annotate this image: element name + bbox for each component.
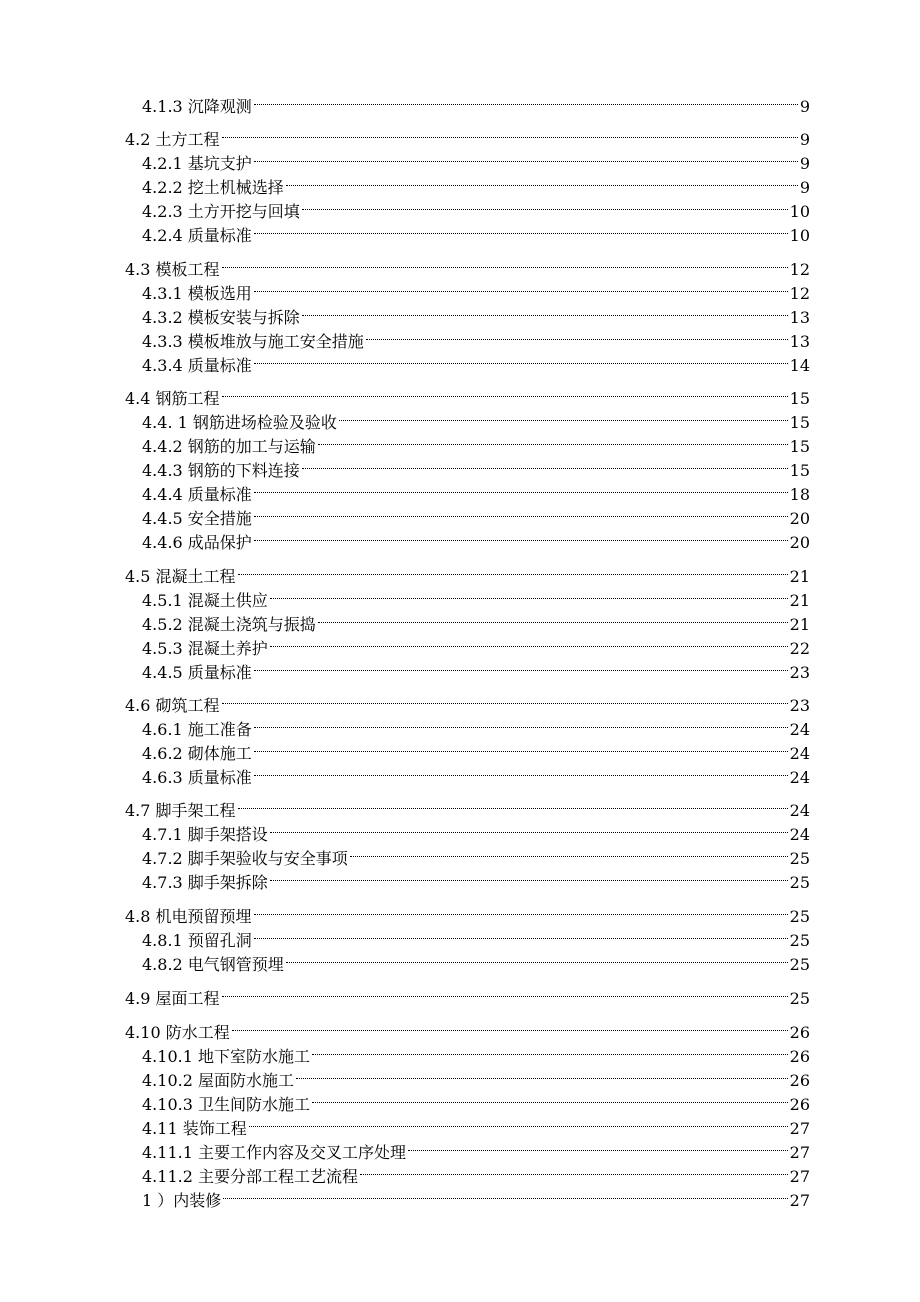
toc-entry[interactable] bbox=[142, 145, 810, 173]
toc-entry-title: 4.5.2 混凝土浇筑与振捣 bbox=[142, 615, 316, 634]
toc-entry-page-number: 15 bbox=[789, 437, 810, 456]
toc-entry[interactable] bbox=[142, 864, 810, 892]
toc-entry-title: 4.4.5 质量标准 bbox=[142, 663, 252, 682]
toc-entry-page-number: 25 bbox=[789, 931, 810, 950]
toc-entry-title: 4.6 砌筑工程 bbox=[125, 696, 220, 715]
toc-dot-leader bbox=[269, 630, 789, 654]
toc-dot-leader bbox=[359, 1158, 789, 1182]
toc-entry-title: 4.8 机电预留预埋 bbox=[125, 907, 252, 926]
toc-dot-leader bbox=[231, 1014, 789, 1038]
toc-entry-title: 4.4. 1 钢筋进场检验及验收 bbox=[142, 413, 337, 432]
toc-entry-title: 4.2.2 挖土机械选择 bbox=[142, 178, 284, 197]
toc-dot-leader bbox=[269, 582, 789, 606]
toc-dot-leader bbox=[317, 606, 789, 630]
toc-entry-page-number: 24 bbox=[789, 720, 810, 739]
toc-entry-page-number: 26 bbox=[789, 1095, 810, 1114]
toc-entry[interactable] bbox=[142, 428, 810, 456]
toc-entry[interactable] bbox=[142, 630, 810, 658]
toc-entry[interactable] bbox=[142, 582, 810, 610]
toc-entry[interactable] bbox=[142, 711, 810, 739]
toc-entry-page-number: 24 bbox=[789, 744, 810, 763]
toc-entry-title: 4.2.1 基坑支护 bbox=[142, 154, 252, 173]
toc-dot-leader bbox=[221, 380, 789, 404]
toc-dot-leader bbox=[221, 980, 789, 1004]
toc-entry[interactable] bbox=[125, 792, 810, 820]
toc-entry-title: 4.3.3 模板堆放与施工安全措施 bbox=[142, 332, 364, 351]
toc-dot-leader bbox=[285, 946, 789, 970]
toc-entry-title: 4.2.3 土方开挖与回填 bbox=[142, 202, 300, 221]
toc-dot-leader bbox=[221, 251, 789, 275]
toc-dot-leader bbox=[222, 1182, 788, 1206]
toc-entry-title: 4.1.3 沉降观测 bbox=[142, 97, 252, 116]
toc-dot-leader bbox=[253, 654, 789, 678]
toc-dot-leader bbox=[349, 840, 789, 864]
toc-dot-leader bbox=[338, 404, 789, 428]
toc-entry[interactable] bbox=[142, 217, 810, 245]
toc-entry-page-number: 9 bbox=[799, 130, 810, 149]
toc-entry[interactable] bbox=[142, 759, 810, 787]
toc-entry-title: 4.5.3 混凝土养护 bbox=[142, 639, 268, 658]
toc-entry-page-number: 13 bbox=[789, 332, 810, 351]
toc-entry-title: 4.3.4 质量标准 bbox=[142, 356, 252, 375]
toc-entry[interactable] bbox=[142, 1110, 810, 1138]
toc-entry[interactable] bbox=[142, 275, 810, 303]
toc-entry-title: 4.11.2 主要分部工程工艺流程 bbox=[142, 1167, 358, 1186]
toc-entry-title: 4.4.3 钢筋的下料连接 bbox=[142, 461, 300, 480]
toc-entry-title: 4.10.3 卫生间防水施工 bbox=[142, 1095, 310, 1114]
toc-dot-leader bbox=[221, 121, 799, 145]
toc-entry-title: 4.7.2 脚手架验收与安全事项 bbox=[142, 849, 348, 868]
toc-dot-leader bbox=[253, 347, 789, 371]
toc-entry-page-number: 26 bbox=[789, 1047, 810, 1066]
toc-entry-page-number: 22 bbox=[789, 639, 810, 658]
toc-entry[interactable] bbox=[142, 1038, 810, 1066]
toc-entry-page-number: 10 bbox=[789, 202, 810, 221]
toc-entry-title: 4.3 模板工程 bbox=[125, 260, 220, 279]
toc-entry-page-number: 21 bbox=[789, 615, 810, 634]
toc-entry-page-number: 24 bbox=[789, 801, 810, 820]
toc-entry[interactable] bbox=[125, 380, 810, 408]
toc-entry[interactable] bbox=[142, 816, 810, 844]
toc-entry-page-number: 26 bbox=[789, 1023, 810, 1042]
toc-entry-page-number: 25 bbox=[789, 849, 810, 868]
toc-entry-page-number: 9 bbox=[799, 154, 810, 173]
toc-entry[interactable] bbox=[142, 347, 810, 375]
toc-entry[interactable] bbox=[125, 1014, 810, 1042]
toc-entry-title: 4.5 混凝土工程 bbox=[125, 567, 236, 586]
toc-entry[interactable] bbox=[142, 1182, 810, 1210]
toc-dot-leader bbox=[253, 898, 789, 922]
toc-entry-title: 4.4.4 质量标准 bbox=[142, 485, 252, 504]
toc-dot-leader bbox=[301, 452, 789, 476]
toc-entry-page-number: 23 bbox=[789, 696, 810, 715]
toc-entry[interactable] bbox=[142, 476, 810, 504]
toc-entry-page-number: 12 bbox=[789, 260, 810, 279]
toc-entry-title: 4.7.1 脚手架搭设 bbox=[142, 825, 268, 844]
toc-dot-leader bbox=[253, 88, 799, 112]
toc-dot-leader bbox=[253, 922, 789, 946]
toc-dot-leader bbox=[253, 524, 789, 548]
toc-entry-page-number: 24 bbox=[789, 825, 810, 844]
toc-dot-leader bbox=[311, 1038, 789, 1062]
toc-entry-page-number: 24 bbox=[789, 768, 810, 787]
toc-entry-title: 4.4.6 成品保护 bbox=[142, 533, 252, 552]
toc-entry-page-number: 25 bbox=[789, 907, 810, 926]
toc-entry-page-number: 20 bbox=[789, 509, 810, 528]
toc-entry-page-number: 13 bbox=[789, 308, 810, 327]
toc-entry-page-number: 27 bbox=[789, 1119, 810, 1138]
toc-entry-title: 4.3.2 模板安装与拆除 bbox=[142, 308, 300, 327]
toc-entry-title: 4.6.3 质量标准 bbox=[142, 768, 252, 787]
toc-entry-page-number: 25 bbox=[789, 873, 810, 892]
toc-entry[interactable] bbox=[142, 606, 810, 634]
toc-dot-leader bbox=[253, 759, 789, 783]
toc-dot-leader bbox=[253, 711, 789, 735]
toc-dot-leader bbox=[407, 1134, 789, 1158]
toc-entry-page-number: 25 bbox=[789, 955, 810, 974]
toc-entry-title: 4.10 防水工程 bbox=[125, 1023, 230, 1042]
toc-dot-leader bbox=[317, 428, 789, 452]
toc-entry-title: 4.7 脚手架工程 bbox=[125, 801, 236, 820]
toc-entry-title: 4.3.1 模板选用 bbox=[142, 284, 252, 303]
toc-entry[interactable] bbox=[142, 1134, 810, 1162]
toc-entry-title: 4.6.1 施工准备 bbox=[142, 720, 252, 739]
toc-dot-leader bbox=[248, 1110, 789, 1134]
toc-entry-title: 4.8.2 电气钢管预埋 bbox=[142, 955, 284, 974]
toc-entry-title: 4.4.5 安全措施 bbox=[142, 509, 252, 528]
toc-dot-leader bbox=[311, 1086, 789, 1110]
toc-entry-title: 4.6.2 砌体施工 bbox=[142, 744, 252, 763]
toc-dot-leader bbox=[301, 193, 789, 217]
toc-entry-title: 4.8.1 预留孔洞 bbox=[142, 931, 252, 950]
toc-entry[interactable] bbox=[142, 922, 810, 950]
toc-entry-title: 4.7.3 脚手架拆除 bbox=[142, 873, 268, 892]
toc-entry-title: 4.9 屋面工程 bbox=[125, 989, 220, 1008]
toc-dot-leader bbox=[253, 735, 789, 759]
toc-dot-leader bbox=[221, 687, 789, 711]
toc-entry-title: 4.2.4 质量标准 bbox=[142, 226, 252, 245]
toc-entry[interactable] bbox=[142, 1062, 810, 1090]
toc-entry[interactable] bbox=[125, 687, 810, 715]
toc-entry[interactable] bbox=[142, 524, 810, 552]
toc-entry-page-number: 27 bbox=[789, 1191, 810, 1210]
toc-entry[interactable] bbox=[142, 88, 810, 116]
toc-dot-leader bbox=[253, 145, 799, 169]
toc-entry[interactable] bbox=[142, 193, 810, 221]
toc-entry[interactable] bbox=[125, 251, 810, 279]
toc-entry-page-number: 18 bbox=[789, 485, 810, 504]
toc-entry-title: 4.5.1 混凝土供应 bbox=[142, 591, 268, 610]
toc-entry-page-number: 26 bbox=[789, 1071, 810, 1090]
toc-dot-leader bbox=[285, 169, 799, 193]
toc-entry-title: 4.11.1 主要工作内容及交叉工序处理 bbox=[142, 1143, 406, 1162]
toc-entry[interactable] bbox=[125, 558, 810, 586]
toc-dot-leader bbox=[269, 864, 789, 888]
toc-dot-leader bbox=[301, 299, 789, 323]
toc-entry-title: 4.4.2 钢筋的加工与运输 bbox=[142, 437, 316, 456]
toc-entry[interactable] bbox=[125, 980, 810, 1008]
toc-entry-page-number: 12 bbox=[789, 284, 810, 303]
toc-entry-title: 4.10.1 地下室防水施工 bbox=[142, 1047, 310, 1066]
toc-entry[interactable] bbox=[142, 500, 810, 528]
toc-dot-leader bbox=[253, 500, 789, 524]
toc-dot-leader bbox=[365, 323, 789, 347]
toc-entry[interactable] bbox=[142, 452, 810, 480]
toc-entry[interactable] bbox=[142, 1086, 810, 1114]
toc-entry-page-number: 21 bbox=[789, 591, 810, 610]
toc-dot-leader bbox=[253, 217, 789, 241]
toc-entry[interactable] bbox=[142, 840, 810, 868]
toc-entry-page-number: 23 bbox=[789, 663, 810, 682]
toc-entry-page-number: 27 bbox=[789, 1143, 810, 1162]
toc-entry[interactable] bbox=[125, 898, 810, 926]
toc-entry[interactable] bbox=[125, 121, 810, 149]
toc-entry[interactable] bbox=[142, 1158, 810, 1186]
toc-entry[interactable] bbox=[142, 654, 810, 682]
toc-dot-leader bbox=[237, 792, 789, 816]
toc-dot-leader bbox=[295, 1062, 789, 1086]
toc-entry-page-number: 15 bbox=[789, 461, 810, 480]
toc-entry-page-number: 20 bbox=[789, 533, 810, 552]
toc-entry[interactable] bbox=[142, 323, 810, 351]
toc-entry-page-number: 27 bbox=[789, 1167, 810, 1186]
toc-entry-title: 4.2 土方工程 bbox=[125, 130, 220, 149]
toc-entry-title: 4.11 装饰工程 bbox=[142, 1119, 247, 1138]
toc-entry[interactable] bbox=[142, 735, 810, 763]
toc-dot-leader bbox=[237, 558, 789, 582]
toc-entry-title: 4.10.2 屋面防水施工 bbox=[142, 1071, 294, 1090]
toc-dot-leader bbox=[253, 476, 789, 500]
toc-entry-page-number: 21 bbox=[789, 567, 810, 586]
toc-entry-page-number: 9 bbox=[799, 97, 810, 116]
toc-entry[interactable] bbox=[142, 404, 810, 432]
toc-entry-page-number: 9 bbox=[799, 178, 810, 197]
toc-entry[interactable] bbox=[142, 946, 810, 974]
toc-entry[interactable] bbox=[142, 169, 810, 197]
toc-entry-title: 4.4 钢筋工程 bbox=[125, 389, 220, 408]
toc-entry-page-number: 25 bbox=[789, 989, 810, 1008]
toc-entry-title: 1 ）内装修 bbox=[142, 1191, 222, 1210]
toc-dot-leader bbox=[253, 275, 789, 299]
toc-entry-page-number: 10 bbox=[789, 226, 810, 245]
toc-dot-leader bbox=[269, 816, 789, 840]
toc-entry-page-number: 14 bbox=[789, 356, 810, 375]
toc-entry-page-number: 15 bbox=[789, 413, 810, 432]
toc-entry-page-number: 15 bbox=[789, 389, 810, 408]
toc-entry[interactable] bbox=[142, 299, 810, 327]
